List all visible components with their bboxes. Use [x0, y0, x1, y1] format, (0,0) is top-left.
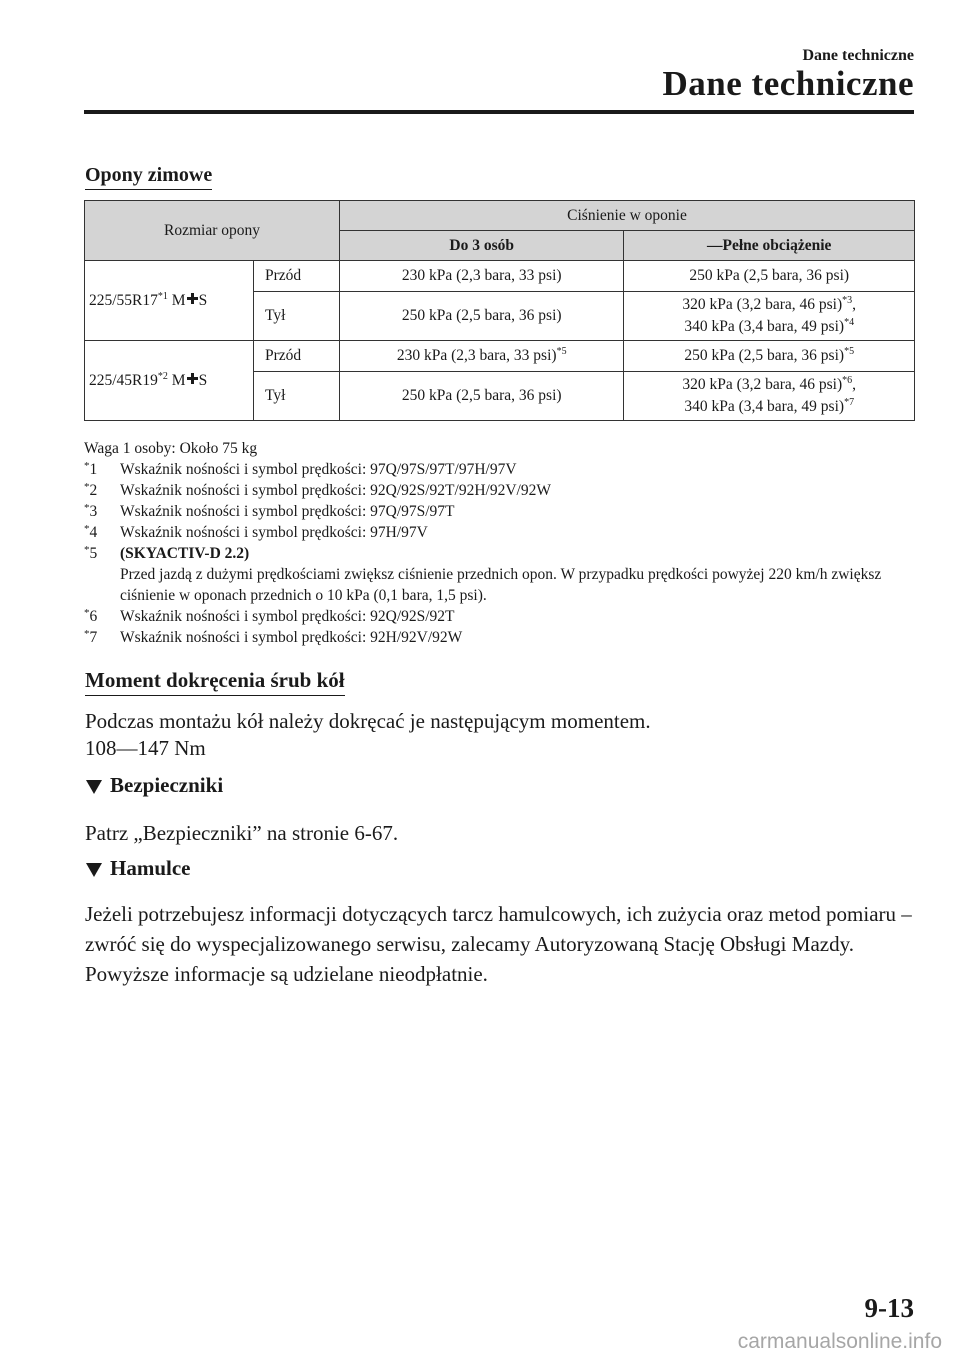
- pressure-cell: 230 kPa (2,3 bara, 33 psi)$^{*5}$: [340, 341, 624, 372]
- torque-value: 108—147 Nm: [85, 736, 206, 760]
- triangle-down-icon: [86, 780, 102, 794]
- torque-title: Moment dokręcenia śrub kół: [85, 668, 345, 696]
- footnote: *5 (SKYACTIV-D 2.2) Przed jazdą z dużymi prędkościami zwiększ ciśnienie przednich opon. W przypadku prędkości powyżej 220 km/h zwiększ ciśnienie w oponach przednich o 10 kPa (0,1 bara, 1,5 psi).: [84, 544, 882, 604]
- footnote: *6 Wskaźnik nośności i symbol prędkości: 92Q/92S/92T: [84, 607, 455, 625]
- pressure-cell: 250 kPa (2,5 bara, 36 psi): [340, 372, 624, 421]
- plus-icon: [187, 373, 198, 384]
- col-full-load: ―Pełne obciążenie: [624, 231, 915, 261]
- position-rear: Tył: [254, 372, 340, 421]
- col-tire-pressure: Ciśnienie w oponie: [340, 201, 915, 231]
- pressure-cell: 250 kPa (2,5 bara, 36 psi): [340, 292, 624, 341]
- tire-size-cell: 225/45R19$^{*2}$ M S: [85, 341, 254, 421]
- footnote: *3 Wskaźnik nośności i symbol prędkości: 97Q/97S/97T: [84, 502, 455, 520]
- footnote: *2 Wskaźnik nośności i symbol prędkości: 92Q/92S/92T/92H/92V/92W: [84, 481, 551, 499]
- fuses-text: Patrz „Bezpieczniki” na stronie 6-67.: [85, 821, 399, 845]
- header-rule: [84, 110, 914, 114]
- pressure-cell: 230 kPa (2,3 bara, 33 psi): [340, 261, 624, 292]
- position-rear: Tył: [254, 292, 340, 341]
- brakes-text: Jeżeli potrzebujesz informacji dotyczących tarcz hamulcowych, ich zużycia oraz metod pomiaru – zwróć się do wyspecjalizowanego serwisu, zalecamy Autoryzowaną Stację Obsługi Mazdy. Powyższe informacje są udzielane nieodpłatnie.: [85, 902, 912, 986]
- position-front: Przód: [254, 261, 340, 292]
- fuses-heading: Bezpieczniki: [86, 773, 223, 798]
- watermark: carmanualsonline.info: [737, 1330, 942, 1353]
- table-row: [85, 261, 915, 292]
- pressure-cell: 320 kPa (3,2 bara, 46 psi)$^{*3}$, 340 kPa (3,4 bara, 49 psi)$^{*4}$: [624, 292, 915, 341]
- page-number: 9-13: [864, 1293, 914, 1323]
- tire-size-cell: 225/55R17$^{*1}$ M S: [85, 261, 254, 341]
- pressure-cell: 250 kPa (2,5 bara, 36 psi)$^{*5}$: [624, 341, 915, 372]
- weight-note: Waga 1 osoby: Około 75 kg: [84, 440, 258, 457]
- table-row: [85, 341, 915, 372]
- position-front: Przód: [254, 341, 340, 372]
- footnote: *1 Wskaźnik nośności i symbol prędkości: 97Q/97S/97T/97H/97V: [84, 460, 517, 478]
- winter-tires-title: Opony zimowe: [85, 164, 212, 190]
- torque-text: Podczas montażu kół należy dokręcać je następującym momentem.: [85, 709, 651, 733]
- col-up-to-3: Do 3 osób: [340, 231, 624, 261]
- plus-icon: [187, 293, 198, 304]
- winter-tire-pressure-table: [84, 200, 915, 421]
- footnote: *7 Wskaźnik nośności i symbol prędkości: 92H/92V/92W: [84, 628, 463, 646]
- pressure-cell: 320 kPa (3,2 bara, 46 psi)$^{*6}$, 340 kPa (3,4 bara, 49 psi)$^{*7}$: [624, 372, 915, 421]
- triangle-down-icon: [86, 863, 102, 877]
- running-header-title: Dane techniczne: [662, 64, 914, 103]
- footnote: *4 Wskaźnik nośności i symbol prędkości: 97H/97V: [84, 523, 428, 541]
- brakes-heading: Hamulce: [86, 856, 190, 881]
- running-header-small: Dane techniczne: [802, 47, 914, 64]
- pressure-cell: 250 kPa (2,5 bara, 36 psi): [624, 261, 915, 292]
- col-tire-size: Rozmiar opony: [85, 201, 340, 261]
- footnotes: [84, 438, 914, 648]
